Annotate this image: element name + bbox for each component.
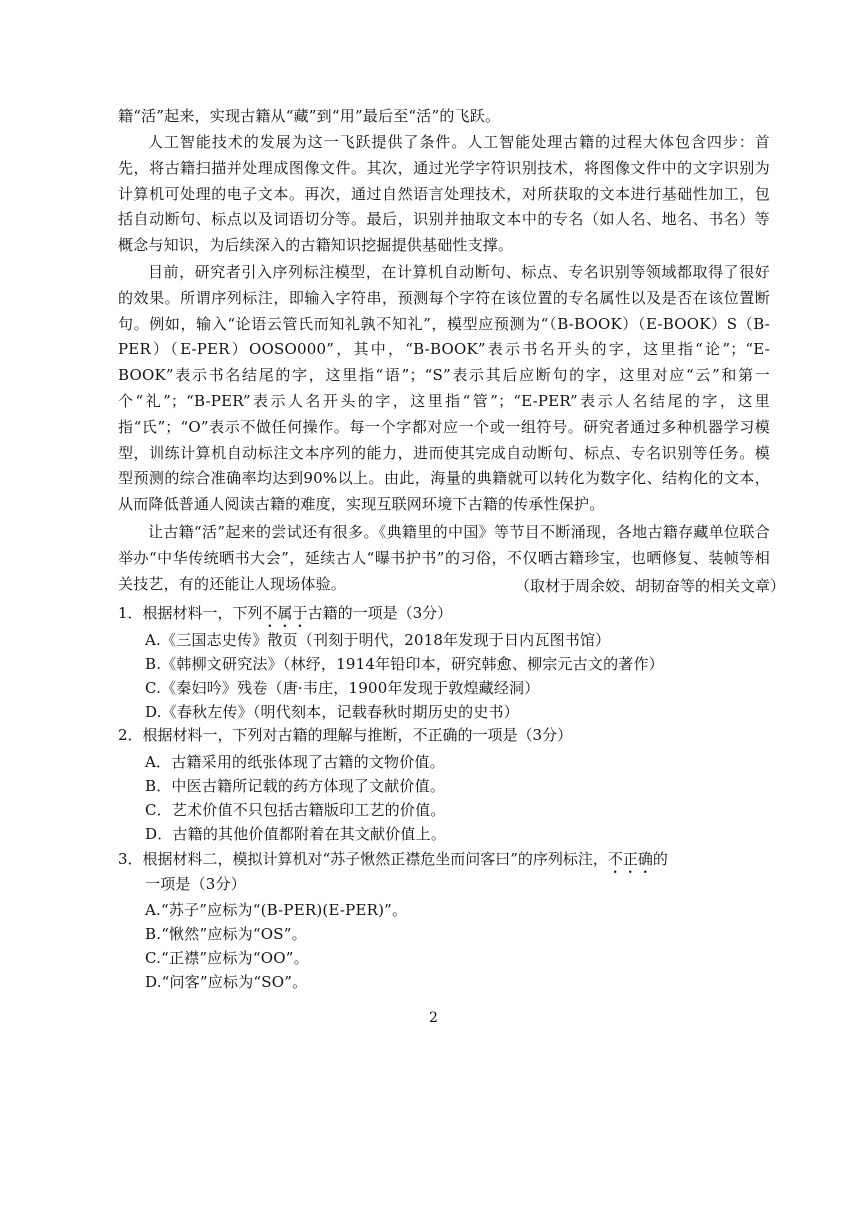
question-2-option-c: C．艺术价值不只包括古籍版印工艺的价值。 [145,801,446,819]
question-3-emphasis: 不正确 [607,850,653,868]
question-1-option-b: B.《韩柳文研究法》（林纾，1914年铅印本，研究韩愈、柳宗元古文的著作） [145,655,664,673]
page-number: 2 [429,1010,438,1026]
question-3-option-b: B.“愀然”应标为“OS”。 [145,925,307,943]
question-3-stem-line2: 一项是（3分） [145,875,246,893]
question-2-stem-text: 2．根据材料一，下列对古籍的理解与推断，不正确的一项是（3分） [118,726,573,744]
question-3-option-d: D.“问客”应标为“SO”。 [145,973,308,991]
question-1-stem-before: 1．根据材料一，下列 [118,604,263,622]
question-1-stem-after: 古籍的一项是（3分） [307,604,453,622]
question-1-option-c: C.《秦妇吟》残卷（唐·韦庄，1900年发现于敦煌藏经洞） [145,679,540,697]
source-citation: （取材于周余姣、胡韧奋等的相关文章） [514,577,785,595]
question-2-option-a: A．古籍采用的纸张体现了古籍的文物价值。 [145,753,445,771]
question-2-option-d: D．古籍的其他价值都附着在其文献价值上。 [145,825,447,843]
question-2-stem [118,722,572,748]
question-3-option-a: A.“苏子”应标为“(B-PER)(E-PER)”。 [145,901,408,919]
paragraph-ai-steps: 人工智能技术的发展为这一飞跃提供了条件。人工智能处理古籍的过程大体包含四步：首先，将古籍扫描并处理成图像文件。其次，通过光学字符识别技术，将图像文件中的文字识别为计算机可处理的电子文本。再次，通过自然语言处理技术，对所获取的文本进行基础性加工，包括自动断句、标点以及词语切分等。最后，识别并抽取文本中的专名（如人名、地名、书名）等概念与知识，为后续深入的古籍知识挖掘提供基础性支撑。 [118,133,770,255]
question-1-option-a: A.《三国志史传》散页（刊刻于明代，2018年发现于日内瓦图书馆） [145,631,611,649]
question-1-stem [118,600,452,631]
question-3-stem-after: 的 [652,850,668,868]
question-3-option-c: C.“正襟”应标为“OO”。 [145,949,309,967]
paragraph-sequence-labeling: 目前，研究者引入序列标注模型，在计算机自动断句、标点、专名识别等领域都取得了很好的效果。所谓序列标注，即输入字符串，预测每个字符在该位置的专名属性以及是否在该位置断句。例如，输入“论语云管氏而知礼孰不知礼”，模型应预测为“（B-BOOK）（E-BOOK）S（B-PER）（E-PER）OOSO000”，其中，“B-BOOK”表示书名开头的字，这里指“论”；“E-BOOK”表示书名结尾的字，这里指“语”；“S”表示其后应断句的字，这里对应“云”和第一个“礼”；“B-PER”表示人名开头的字，这里指“管”；“E-PER”表示人名结尾的字，这里指“氏”；“O”表示不做任何操作。每一个字都对应一个或一组符号。研究者通过多种机器学习模型，训练计算机自动标注文本序列的能力，进而使其完成自动断句、标点、专名识别等任务。模型预测的综合准确率均达到90%以上。由此，海量的典籍就可以转化为数字化、结构化的文本，从而降低普通人阅读古籍的难度，实现互联网环境下古籍的传承性保护。 [118,263,770,514]
paragraph-continuation: 籍“活”起来，实现古籍从“藏”到“用”最后至“活”的飞跃。 [118,107,501,125]
question-1-option-d: D.《春秋左传》（明代刻本，记载春秋时期历史的史书） [145,703,519,721]
question-2-option-b: B．中医古籍所记载的药方体现了文献价值。 [145,777,446,795]
question-3-stem-before: 3．根据材料二，模拟计算机对“苏子愀然正襟危坐而问客曰”的序列标注， [118,850,608,868]
paragraph-other-attempts: 让古籍“活”起来的尝试还有很多。《典籍里的中国》等节目不断涌现，各地古籍存藏单位联合举办“中华传统晒书大会”，延续古人“曝书护书”的习俗，不仅晒古籍珍宝，也晒修复、装帧等相关技艺，有的还能让人现场体验。 [118,523,770,593]
question-1-emphasis: 不属于 [262,604,308,622]
